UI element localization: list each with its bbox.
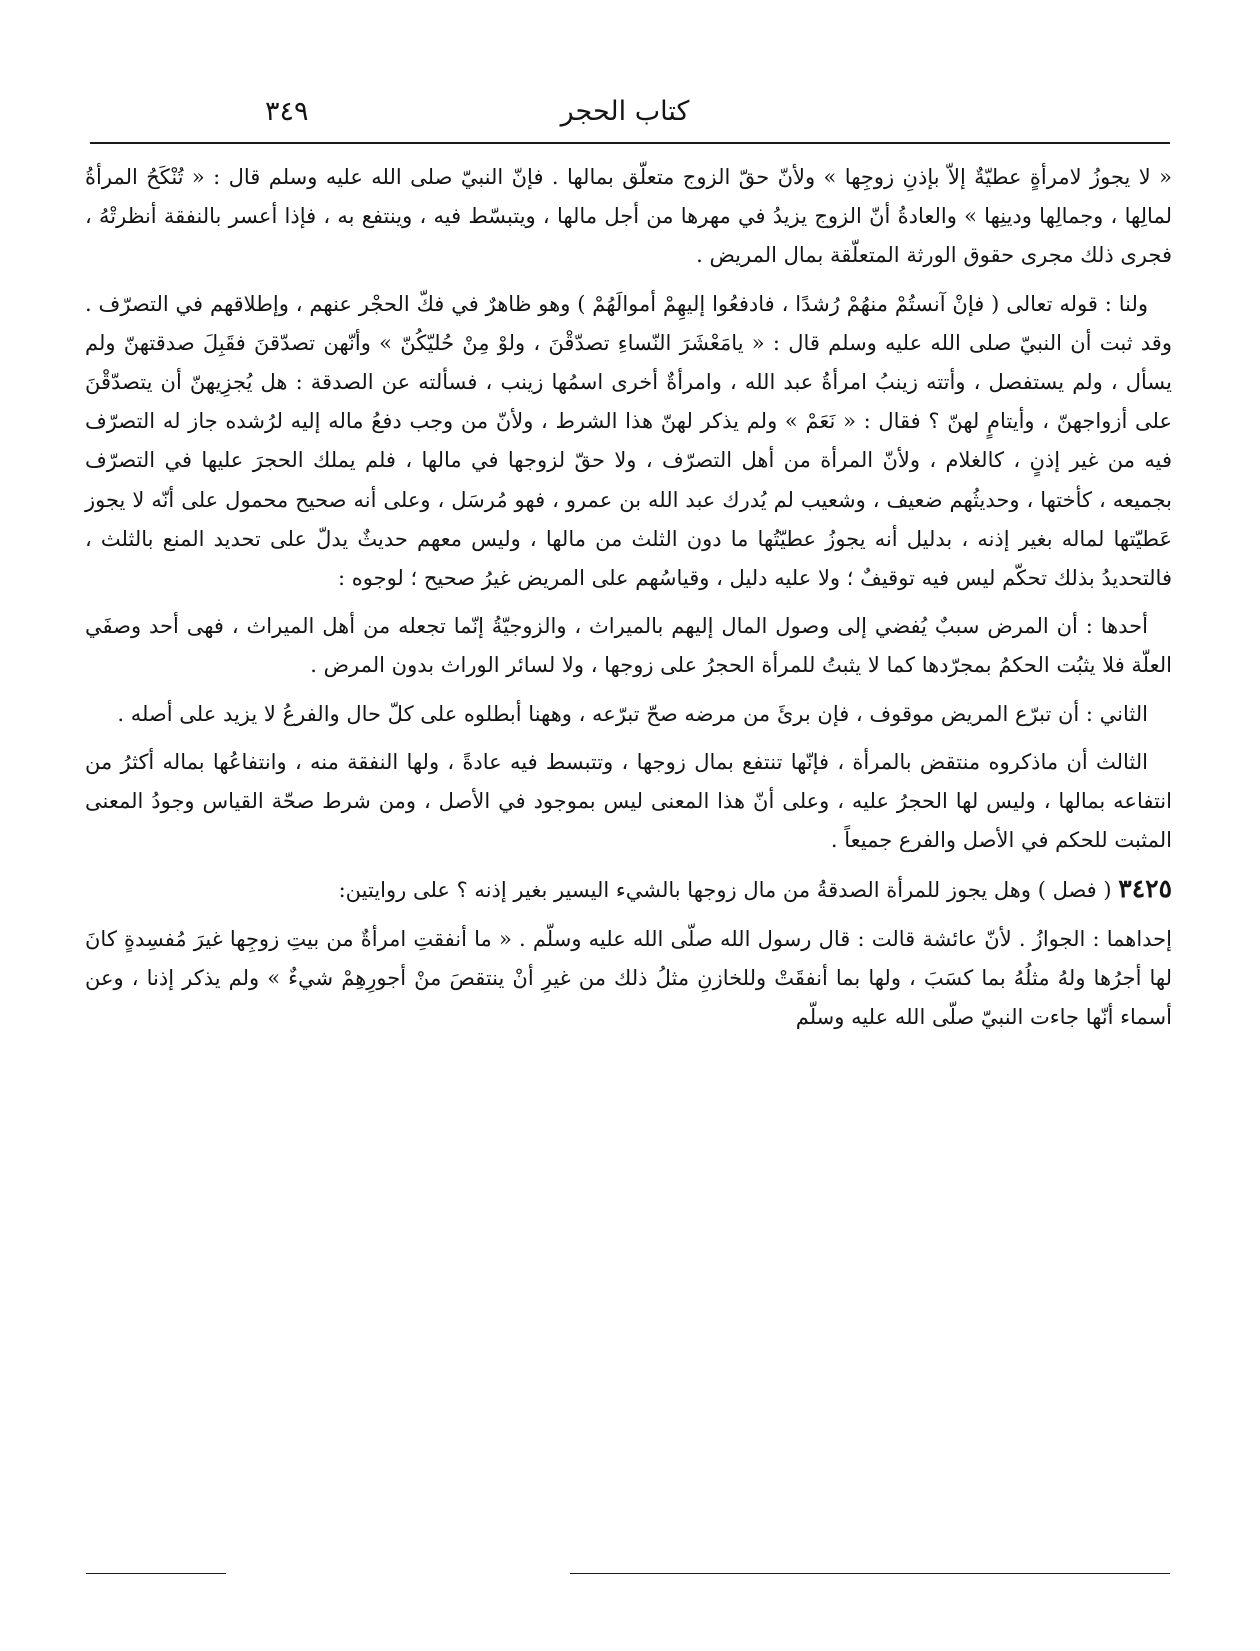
page-header xyxy=(90,92,1160,138)
footnote-rule-right xyxy=(570,1573,1170,1574)
section-continuation: إحداهما : الجوازُ . لأنّ عائشة قالت : قال رسول الله صلّى الله عليه وسلّم . « ما أنفقتِ امرأةٌ من بيتِ زوجِها غيرَ مُفسِدةٍ كانَ لها أجرُها ولهُ مثلُهُ بما كسَبَ ، ولها بما أنفقَتْ وللخازنِ مثلُ ذلك من غيرِ أنْ ينتقصَ منْ أجورِهِمْ شيءٌ » ولم يذكر إذنا ، وعن أسماء أنّها جاءت النبيّ صلّى الله عليه وسلّم xyxy=(85,926,1172,1030)
paragraph-5: الثالث أن ماذكروه منتقض بالمرأة ، فإنّها تنتفع بمال زوجها ، وتتبسط فيه عادةً ، ولها النفقة منه ، وانتفاعُها بماله أكثرُ من انتفاعه بمالها ، وليس لها الحجرُ عليه ، وعلى أنّ هذا المعنى ليس بموجود في الأصل ، ومن شرط صحّة القياس وجودُ المعنى المثبت للحكم في الأصل والفرع جميعاً . xyxy=(85,749,1172,853)
paragraph-1: « لا يجوزُ لامرأةٍ عطيّةٌ إلاّ بإذنِ زوجِها » ولأنّ حقّ الزوج متعلّق بمالها . فإنّ النبيّ صلى الله عليه وسلم قال : « تُنْكَحُ المرأةُ لمالِها ، وجمالِها ودينِها » والعادةُ أنّ الزوج يزيدُ في مهرها من أجل مالها ، ويتبسّط فيه ، وينتفع به ، فإذا أعسر بالنفقة أنظرتْهُ ، فجرى ذلك مجرى حقوق الورثة المتعلّقة بمال المريض . xyxy=(85,165,1172,268)
page-number: ٣٤٩ xyxy=(265,96,309,127)
paragraph-4: الثاني : أن تبرّع المريض موقوف ، فإن برئَ من مرضه صحّ تبرّعه ، وههنا أبطلوه على كلّ حال والفرعُ لا يزيد على أصله . xyxy=(117,701,1148,726)
paragraph-2: ولنا : قوله تعالى ( فإنْ آنستُمْ منهُمْ رُشدًا ، فادفعُوا إليهِمْ أموالَهُمْ ) وهو ظاهرٌ في فكّ الحجْر عنهم ، وإطلاقهم في التصرّف . وقد ثبت أن النبيّ صلى الله عليه وسلم قال : « يامَعْشَرَ النّساءِ تصدّقْنَ ، ولوْ مِنْ حُليّكُنّ » وأنّهن تصدّقنَ فقَبِلَ صدقتهنّ ولم يسأل ، ولم يستفصل ، وأتته زينبُ امرأةُ عبد الله ، وامرأةٌ أخرى اسمُها زينب ، فسألته عن الصدقة : هل يُجزِيهنّ أن يتصدّقْنَ على أزواجهنّ ، وأيتامٍ لهنّ ؟ فقال : « نَعَمْ » ولم يذكر لهنّ هذا الشرط ، ولأنّ من وجب دفعُ ماله إليه لرُشده جاز له التصرّف فيه من غير إذنٍ ، كالغلام ، ولأنّ المرأة من أهل التصرّف ، ولا حقّ لزوجها في مالها ، فلم يملك الحجرَ عليها في التصرّف بجميعه ، كأختها ، وحديثُهم ضعيف ، وشعيب لم يُدرك عبد الله بن عمرو ، فهو مُرسَل ، وعلى أنه صحيح محمول على أنّه لا يجوز عَطيّتها لماله بغير إذنه ، بدليل أنه يجوزُ عطيّتُها ما دون الثلث من مالها ، وليس معهم حديثٌ يدلّ على تحديد المنع بالثلث ، فالتحديدُ بذلك تحكّم ليس فيه توقيفٌ ؛ ولا عليه دليل ، وقياسُهم على المريض غيرُ صحيح ؛ لوجوه : xyxy=(85,291,1172,591)
header-rule xyxy=(90,142,1170,144)
section-number: ٣٤٢٥ xyxy=(1118,874,1172,904)
running-title: كتاب الحجر xyxy=(560,96,690,127)
paragraph-3: أحدها : أن المرض سببٌ يُفضي إلى وصول المال إليهم بالميراث ، والزوجيّةُ إنّما تجعله من أهل الميراث ، فهى أحد وصفَي العلّة فلا يثبُت الحكمُ بمجرّدها كما لا يثبتُ للمرأة الحجرُ على زوجها ، ولا لسائر الوراث بدون المرض . xyxy=(85,614,1172,678)
footnote-rule-left xyxy=(86,1573,226,1574)
section-text: ( فصل ) وهل يجوز للمرأة الصدقةُ من مال زوجها بالشيء اليسير بغير إذنه ؟ على روايتين: xyxy=(338,878,1112,903)
page-body xyxy=(85,158,1172,1046)
section-heading xyxy=(85,869,1172,910)
